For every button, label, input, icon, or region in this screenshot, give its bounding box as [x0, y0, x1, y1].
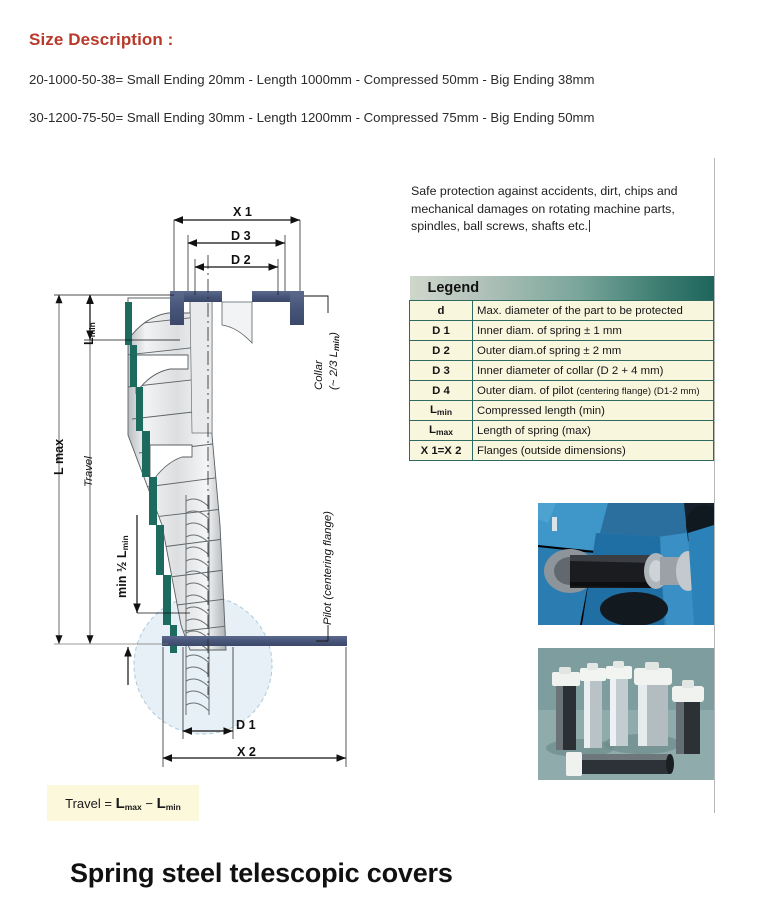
legend-symbol-lmin — [410, 401, 473, 421]
legend-table — [409, 276, 714, 461]
legend-symbol-d2: D 2 — [410, 341, 473, 361]
legend-desc-d: Max. diameter of the part to be protected — [473, 301, 714, 321]
table-row — [410, 401, 714, 421]
label-lmin-sub: min — [87, 322, 97, 338]
label-half-lmin: min ½ L — [115, 550, 129, 598]
label-x2: X 2 — [237, 745, 256, 759]
collar-body — [222, 302, 252, 343]
travel-formula-box — [47, 785, 199, 821]
size-description-title: Size Description : — [29, 30, 174, 49]
leader-line-collar — [304, 296, 328, 313]
page-title: Spring steel telescopic covers — [70, 858, 453, 888]
telescopic-cover-technical-drawing — [40, 195, 390, 785]
product-description-paragraph — [411, 183, 711, 236]
size-description-line-2: 30-1200-75-50= Small Ending 30mm - Length 1200mm - Compressed 75mm - Big Ending 50mm — [29, 110, 595, 125]
legend-symbol-lmax — [410, 421, 473, 441]
legend-desc-d2: Outer diam.of spring ± 2 mm — [473, 341, 714, 361]
collar-inner-cylinder — [222, 291, 252, 302]
table-row — [410, 361, 714, 381]
legend-desc-d3: Inner diameter of collar (D 2 + 4 mm) — [473, 361, 714, 381]
legend-symbol-lmax-sub: max — [435, 427, 453, 437]
legend-symbol-lmin-sub: min — [436, 407, 453, 417]
label-half-lmin-sub: min — [120, 535, 130, 551]
legend-header-cell — [410, 276, 714, 301]
label-lmin: L — [82, 337, 96, 345]
label-lmax: L max — [52, 438, 66, 475]
label-x1: X 1 — [233, 205, 252, 219]
travel-lmin-sub: min — [165, 801, 181, 812]
table-row — [410, 421, 714, 441]
label-half-lmin-inner — [113, 535, 131, 598]
legend-symbol-d1: D 1 — [410, 321, 473, 341]
label-collar-sub: (~ 2/3 L — [328, 351, 340, 390]
travel-formula — [65, 795, 181, 812]
legend-symbol-lmin-base: L — [429, 404, 437, 416]
label-collar: Collar — [313, 360, 325, 390]
legend-symbol-d: d — [410, 301, 473, 321]
label-d2: D 2 — [231, 253, 251, 267]
travel-lmax-sub: max — [124, 801, 142, 812]
legend-symbol-lmax-base: L — [429, 424, 436, 436]
legend-title: Legend — [427, 280, 480, 296]
photo-machine-with-cover — [538, 503, 714, 625]
table-row — [410, 341, 714, 361]
label-travel: Travel — [83, 456, 95, 487]
column-divider — [714, 158, 715, 813]
legend-symbol-d4: D 4 — [410, 381, 473, 401]
legend-symbol-d3: D 3 — [410, 361, 473, 381]
spring-cone-body — [125, 298, 227, 650]
label-pilot: Pilot (centering flange) — [322, 511, 334, 625]
table-row — [410, 321, 714, 341]
label-collar-sub2: min — [331, 335, 341, 352]
legend-desc-d4 — [473, 381, 714, 401]
legend-desc-d4-main: Outer diam. of pilot — [477, 384, 577, 397]
label-collar-sub-inner — [324, 332, 342, 390]
label-d3: D 3 — [231, 229, 251, 243]
legend-desc-d1: Inner diam. of spring ± 1 mm — [473, 321, 714, 341]
legend-desc-d4-note: (centering flange) (D1-2 mm) — [576, 385, 700, 397]
travel-lmax: L — [115, 794, 125, 812]
table-row — [410, 441, 714, 461]
travel-prefix: Travel = — [65, 795, 116, 811]
travel-lmin: L — [156, 794, 166, 812]
legend-desc-lmin: Compressed length (min) — [473, 401, 714, 421]
legend-header-row — [410, 276, 714, 301]
label-lmin-inner — [80, 322, 98, 345]
text-caret — [589, 220, 590, 232]
travel-minus: − — [141, 795, 157, 811]
legend-header-bar — [410, 276, 714, 300]
legend-desc-lmax: Length of spring (max) — [473, 421, 714, 441]
label-collar-sub3: ) — [328, 332, 340, 336]
legend-desc-x1x2: Flanges (outside dimensions) — [473, 441, 714, 461]
table-row — [410, 301, 714, 321]
photo-cover-products — [538, 648, 714, 780]
table-row — [410, 381, 714, 401]
legend-symbol-x1x2: X 1=X 2 — [410, 441, 473, 461]
label-d1: D 1 — [236, 718, 256, 732]
size-description-line-1: 20-1000-50-38= Small Ending 20mm - Length 1000mm - Compressed 50mm - Big Ending 38mm — [29, 72, 595, 87]
product-description-text: Safe protection against accidents, dirt, chips and mechanical damages on rotating machine parts, spindles, ball screws, shafts etc. — [411, 184, 678, 233]
